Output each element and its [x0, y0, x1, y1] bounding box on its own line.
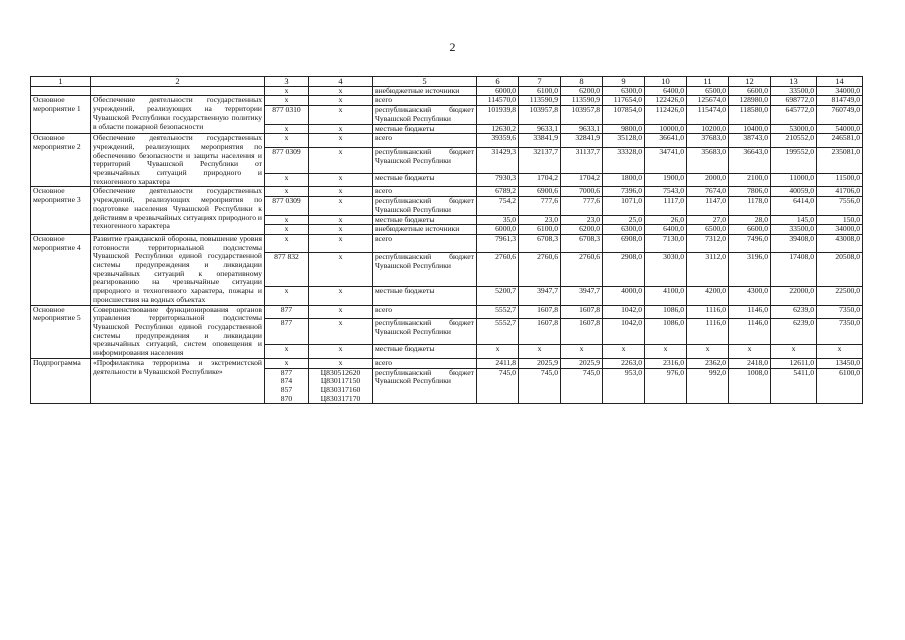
measure-name: Основное мероприятие 1 [31, 96, 91, 134]
value-cell: 23,0 [519, 215, 561, 225]
source-cell: местные бюджеты [373, 215, 477, 225]
code-cell: х [309, 319, 373, 345]
value-cell: 33500,0 [771, 86, 817, 96]
value-cell: 992,0 [687, 368, 729, 404]
value-cell: 6000,0 [477, 225, 519, 235]
code-cell: х [309, 173, 373, 187]
value-cell: 777,6 [519, 197, 561, 215]
value-cell: 1086,0 [645, 319, 687, 345]
value-cell: 28,0 [729, 215, 771, 225]
value-cell: 115474,0 [687, 106, 729, 124]
header-cell: 7 [519, 77, 561, 87]
measure-name: Основное мероприятие 4 [31, 234, 91, 305]
value-cell: 7674,0 [687, 187, 729, 197]
value-cell: 6908,0 [603, 234, 645, 252]
value-cell: 814749,0 [817, 96, 863, 106]
value-cell: 31137,7 [561, 147, 603, 173]
empty-cell [31, 86, 91, 96]
value-cell: 6300,0 [603, 225, 645, 235]
value-cell: 114570,0 [477, 96, 519, 106]
value-cell: 7396,0 [603, 187, 645, 197]
code-cell: х [309, 358, 373, 368]
value-cell: 33500,0 [771, 225, 817, 235]
header-cell: 1 [31, 77, 91, 87]
header-cell: 6 [477, 77, 519, 87]
header-cell: 14 [817, 77, 863, 87]
value-cell: 6400,0 [645, 225, 687, 235]
value-cell: 31429,3 [477, 147, 519, 173]
value-cell: 35683,0 [687, 147, 729, 173]
value-cell: 2025,9 [519, 358, 561, 368]
value-cell: 976,0 [645, 368, 687, 404]
value-cell: 128980,0 [729, 96, 771, 106]
code-cell: х [309, 106, 373, 124]
value-cell: 34000,0 [817, 225, 863, 235]
value-cell: 6100,0 [519, 86, 561, 96]
value-cell: 1147,0 [687, 197, 729, 215]
value-cell: 2760,6 [519, 253, 561, 287]
code-cell: х [265, 358, 309, 368]
value-cell: 40059,0 [771, 187, 817, 197]
measure-description: Совершенствование функционирования органов управления территориальной подсистемы Чувашской Республики единой государственной системы предупреждения и ликвидации чрезвычайных ситуаций, систем оповещения и информирования населения [91, 305, 265, 358]
value-cell: 27,0 [687, 215, 729, 225]
value-cell: 6600,0 [729, 86, 771, 96]
header-cell: 12 [729, 77, 771, 87]
header-cell: 13 [771, 77, 817, 87]
value-cell: 3947,7 [519, 287, 561, 305]
value-cell: 10000,0 [645, 124, 687, 134]
header-cell: 11 [687, 77, 729, 87]
header-cell: 3 [265, 77, 309, 87]
value-cell: 1607,8 [561, 319, 603, 345]
header-cell: 5 [373, 77, 477, 87]
value-cell: 1042,0 [603, 305, 645, 319]
code-cell: х [309, 124, 373, 134]
value-cell: 1116,0 [687, 305, 729, 319]
value-cell: 1607,8 [519, 319, 561, 345]
measure-name: Основное мероприятие 3 [31, 187, 91, 235]
value-cell: 37683,0 [687, 134, 729, 148]
value-cell: 7130,0 [645, 234, 687, 252]
value-cell: х [771, 345, 817, 359]
value-cell: 117654,0 [603, 96, 645, 106]
source-cell: всего [373, 234, 477, 252]
value-cell: 6239,0 [771, 305, 817, 319]
value-cell: 150,0 [817, 215, 863, 225]
value-cell: 1116,0 [687, 319, 729, 345]
value-cell: 1178,0 [729, 197, 771, 215]
value-cell: 6200,0 [561, 86, 603, 96]
source-cell: республиканский бюджет Чувашской Республики [373, 197, 477, 215]
source-cell: внебюджетные источники [373, 225, 477, 235]
value-cell: 4200,0 [687, 287, 729, 305]
value-cell: 9633,1 [519, 124, 561, 134]
value-cell: х [603, 345, 645, 359]
code-cell-line: 870 [280, 393, 293, 403]
empty-cell [91, 86, 265, 96]
code-cell: х [265, 86, 309, 96]
value-cell: 2025,9 [561, 358, 603, 368]
source-cell: всего [373, 134, 477, 148]
value-cell: 210552,0 [771, 134, 817, 148]
code-cell: х [265, 215, 309, 225]
table-row [31, 305, 863, 319]
code-cell: х [309, 86, 373, 96]
value-cell: 754,2 [477, 197, 519, 215]
value-cell: 35,0 [477, 215, 519, 225]
table-row [31, 234, 863, 252]
value-cell: 39408,0 [771, 234, 817, 252]
value-cell: 1704,2 [561, 173, 603, 187]
value-cell: 103957,8 [519, 106, 561, 124]
header-row [31, 77, 863, 87]
measure-description: Развитие гражданской обороны, повышение уровня готовности территориальной подсистемы Чувашской Республики единой государственной системы предупреждения и ликвидации чрезвычайных ситуаций к оперативному реагированию на чрезвычайные ситуации природного и техногенного характера, пожары и происшествия на водных объектах [91, 234, 265, 305]
code-cell: х [309, 225, 373, 235]
value-cell: 11500,0 [817, 173, 863, 187]
code-cell: х [309, 197, 373, 215]
source-cell: внебюджетные источники [373, 86, 477, 96]
value-cell: 101939,8 [477, 106, 519, 124]
value-cell: 2418,0 [729, 358, 771, 368]
value-cell: 33328,0 [603, 147, 645, 173]
value-cell: 953,0 [603, 368, 645, 404]
code-cell: х [265, 345, 309, 359]
value-cell: 41706,0 [817, 187, 863, 197]
value-cell: 2908,0 [603, 253, 645, 287]
measure-description: Обеспечение деятельности государственных учреждений, реализующих на территории Чувашской Республики государственную политику в области пожарной безопасности [91, 96, 265, 134]
value-cell: 235081,0 [817, 147, 863, 173]
value-cell: 113590,9 [561, 96, 603, 106]
value-cell: х [645, 345, 687, 359]
value-cell: 6900,6 [519, 187, 561, 197]
value-cell: 4300,0 [729, 287, 771, 305]
value-cell: 6239,0 [771, 319, 817, 345]
measure-name: Основное мероприятие 2 [31, 134, 91, 187]
source-cell: местные бюджеты [373, 345, 477, 359]
table-row [31, 134, 863, 148]
value-cell: 1117,0 [645, 197, 687, 215]
source-cell: республиканский бюджет Чувашской Республики [373, 319, 477, 345]
value-cell: 3030,0 [645, 253, 687, 287]
value-cell: 5552,7 [477, 319, 519, 345]
value-cell: 3947,7 [561, 287, 603, 305]
value-cell: 7496,0 [729, 234, 771, 252]
value-cell: 645772,0 [771, 106, 817, 124]
code-cell: х [309, 215, 373, 225]
value-cell: 125674,0 [687, 96, 729, 106]
value-cell: х [519, 345, 561, 359]
code-cell: х [309, 96, 373, 106]
value-cell: 20508,0 [817, 253, 863, 287]
value-cell: 7350,0 [817, 319, 863, 345]
value-cell: 2316,0 [645, 358, 687, 368]
code-cell-line: 874 [280, 376, 293, 386]
code-cell: 877 0309 [265, 147, 309, 173]
code-cell: х [265, 287, 309, 305]
value-cell: 9800,0 [603, 124, 645, 134]
value-cell: 35128,0 [603, 134, 645, 148]
value-cell: 17408,0 [771, 253, 817, 287]
value-cell: 122426,0 [645, 96, 687, 106]
value-cell: 6100,0 [519, 225, 561, 235]
value-cell: 6500,0 [687, 86, 729, 96]
value-cell: 7000,6 [561, 187, 603, 197]
value-cell: 2100,0 [729, 173, 771, 187]
value-cell: 145,0 [771, 215, 817, 225]
value-cell: 12611,0 [771, 358, 817, 368]
value-cell: 26,0 [645, 215, 687, 225]
code-cell-line: 857 [280, 384, 293, 394]
source-cell: всего [373, 358, 477, 368]
value-cell: 6100,0 [817, 368, 863, 404]
source-cell: местные бюджеты [373, 287, 477, 305]
code-cell: х [265, 225, 309, 235]
value-cell: 118580,0 [729, 106, 771, 124]
source-cell: всего [373, 187, 477, 197]
code-cell: х [309, 305, 373, 319]
code-cell-line: Ц830317160 [320, 384, 361, 394]
value-cell: 1071,0 [603, 197, 645, 215]
value-cell: 22000,0 [771, 287, 817, 305]
value-cell: 2362,0 [687, 358, 729, 368]
value-cell: 1042,0 [603, 319, 645, 345]
code-cell: х [309, 253, 373, 287]
value-cell: 777,6 [561, 197, 603, 215]
value-cell: 6600,0 [729, 225, 771, 235]
source-cell: республиканский бюджет Чувашской Республики [373, 368, 477, 404]
value-cell: 7543,0 [645, 187, 687, 197]
value-cell: 12630,2 [477, 124, 519, 134]
value-cell: 6000,0 [477, 86, 519, 96]
source-cell: всего [373, 305, 477, 319]
measure-description: Обеспечение деятельности государственных учреждений, реализующих мероприятия по обеспечению безопасности и защиты населения и территорий Чувашской Республики от чрезвычайных ситуаций природного и техногенного характера [91, 134, 265, 187]
value-cell: 25,0 [603, 215, 645, 225]
value-cell: 1607,8 [561, 305, 603, 319]
source-cell: республиканский бюджет Чувашской Республики [373, 147, 477, 173]
value-cell: 32841,9 [561, 134, 603, 148]
value-cell: 1008,0 [729, 368, 771, 404]
value-cell: 7961,3 [477, 234, 519, 252]
value-cell: 1146,0 [729, 319, 771, 345]
value-cell: 3196,0 [729, 253, 771, 287]
page-number: 2 [449, 40, 456, 54]
source-cell: местные бюджеты [373, 124, 477, 134]
value-cell: 1086,0 [645, 305, 687, 319]
header-cell: 2 [91, 77, 265, 87]
value-cell: 745,0 [519, 368, 561, 404]
value-cell: 4000,0 [603, 287, 645, 305]
code-cell: х [265, 187, 309, 197]
value-cell: 4100,0 [645, 287, 687, 305]
code-cell: 877 0309 [265, 197, 309, 215]
value-cell: 6300,0 [603, 86, 645, 96]
value-cell: 103957,8 [561, 106, 603, 124]
value-cell: 760749,0 [817, 106, 863, 124]
code-cell: х [309, 287, 373, 305]
value-cell: 7930,3 [477, 173, 519, 187]
value-cell: 10200,0 [687, 124, 729, 134]
value-cell: 7312,0 [687, 234, 729, 252]
value-cell: 199552,0 [771, 147, 817, 173]
code-cell [265, 368, 309, 404]
source-cell: республиканский бюджет Чувашской Республики [373, 106, 477, 124]
value-cell: 113590,9 [519, 96, 561, 106]
value-cell: 2263,0 [603, 358, 645, 368]
value-cell: 107854,0 [603, 106, 645, 124]
value-cell: 43008,0 [817, 234, 863, 252]
value-cell: 6400,0 [645, 86, 687, 96]
value-cell: 33841,9 [519, 134, 561, 148]
measure-description: Обеспечение деятельности государственных учреждений, реализующих мероприятия по подготовке населения Чувашской Республики к действиям в чрезвычайных ситуациях природного и техногенного характера [91, 187, 265, 235]
code-cell: х [265, 96, 309, 106]
measure-description: «Профилактика терроризма и экстремистской деятельности в Чувашской Республике» [91, 358, 265, 404]
table-row [31, 358, 863, 368]
table-row [31, 96, 863, 106]
value-cell: 6708,3 [519, 234, 561, 252]
table-row [31, 187, 863, 197]
code-cell: х [309, 187, 373, 197]
value-cell: 1800,0 [603, 173, 645, 187]
code-cell-line: Ц830117150 [320, 376, 361, 386]
value-cell: 3112,0 [687, 253, 729, 287]
value-cell: 13450,0 [817, 358, 863, 368]
value-cell: 1146,0 [729, 305, 771, 319]
code-cell: х [265, 124, 309, 134]
value-cell: 34000,0 [817, 86, 863, 96]
value-cell: 9633,1 [561, 124, 603, 134]
value-cell: 36643,0 [729, 147, 771, 173]
header-cell: 4 [309, 77, 373, 87]
value-cell: 2760,6 [561, 253, 603, 287]
code-cell-line: Ц830317170 [320, 393, 361, 403]
value-cell: 6708,3 [561, 234, 603, 252]
value-cell: 698772,0 [771, 96, 817, 106]
value-cell: 23,0 [561, 215, 603, 225]
value-cell: 53000,0 [771, 124, 817, 134]
value-cell: 745,0 [561, 368, 603, 404]
value-cell: 5200,7 [477, 287, 519, 305]
value-cell: х [477, 345, 519, 359]
value-cell: 1607,8 [519, 305, 561, 319]
header-cell: 9 [603, 77, 645, 87]
value-cell: 34741,0 [645, 147, 687, 173]
value-cell: 6200,0 [561, 225, 603, 235]
code-cell: х [309, 234, 373, 252]
value-cell: 5411,0 [771, 368, 817, 404]
value-cell: 2411,8 [477, 358, 519, 368]
code-cell: 877 [265, 319, 309, 345]
value-cell: х [729, 345, 771, 359]
header-cell: 10 [645, 77, 687, 87]
value-cell: 7350,0 [817, 305, 863, 319]
budget-table [30, 76, 863, 404]
source-cell: местные бюджеты [373, 173, 477, 187]
value-cell: 6789,2 [477, 187, 519, 197]
value-cell: 38743,0 [729, 134, 771, 148]
value-cell: 745,0 [477, 368, 519, 404]
measure-name: Основное мероприятие 5 [31, 305, 91, 358]
value-cell: 1704,2 [519, 173, 561, 187]
value-cell: 2760,6 [477, 253, 519, 287]
code-cell: 877 0310 [265, 106, 309, 124]
value-cell: 11000,0 [771, 173, 817, 187]
value-cell: 1900,0 [645, 173, 687, 187]
value-cell: 5552,7 [477, 305, 519, 319]
value-cell: 7556,0 [817, 197, 863, 215]
value-cell: 39359,6 [477, 134, 519, 148]
table-row [31, 86, 863, 96]
code-cell: х [309, 147, 373, 173]
value-cell: 112426,0 [645, 106, 687, 124]
value-cell: 7806,0 [729, 187, 771, 197]
value-cell: х [817, 345, 863, 359]
value-cell: х [687, 345, 729, 359]
source-cell: всего [373, 96, 477, 106]
value-cell: 36641,0 [645, 134, 687, 148]
code-cell: х [265, 234, 309, 252]
value-cell: 54000,0 [817, 124, 863, 134]
code-cell: х [309, 345, 373, 359]
code-cell-line: 877 [280, 368, 293, 377]
code-cell: 877 832 [265, 253, 309, 287]
code-cell-line: Ц830512620 [320, 368, 361, 377]
code-cell: 877 [265, 305, 309, 319]
value-cell: 246581,0 [817, 134, 863, 148]
value-cell: х [561, 345, 603, 359]
measure-name: Подпрограмма [31, 358, 91, 404]
value-cell: 2000,0 [687, 173, 729, 187]
value-cell: 10400,0 [729, 124, 771, 134]
code-cell: х [309, 134, 373, 148]
code-cell [309, 368, 373, 404]
header-cell: 8 [561, 77, 603, 87]
value-cell: 22500,0 [817, 287, 863, 305]
source-cell: республиканский бюджет Чувашской Республики [373, 253, 477, 287]
value-cell: 6500,0 [687, 225, 729, 235]
code-cell: х [265, 134, 309, 148]
value-cell: 6414,0 [771, 197, 817, 215]
value-cell: 32137,7 [519, 147, 561, 173]
code-cell: х [265, 173, 309, 187]
